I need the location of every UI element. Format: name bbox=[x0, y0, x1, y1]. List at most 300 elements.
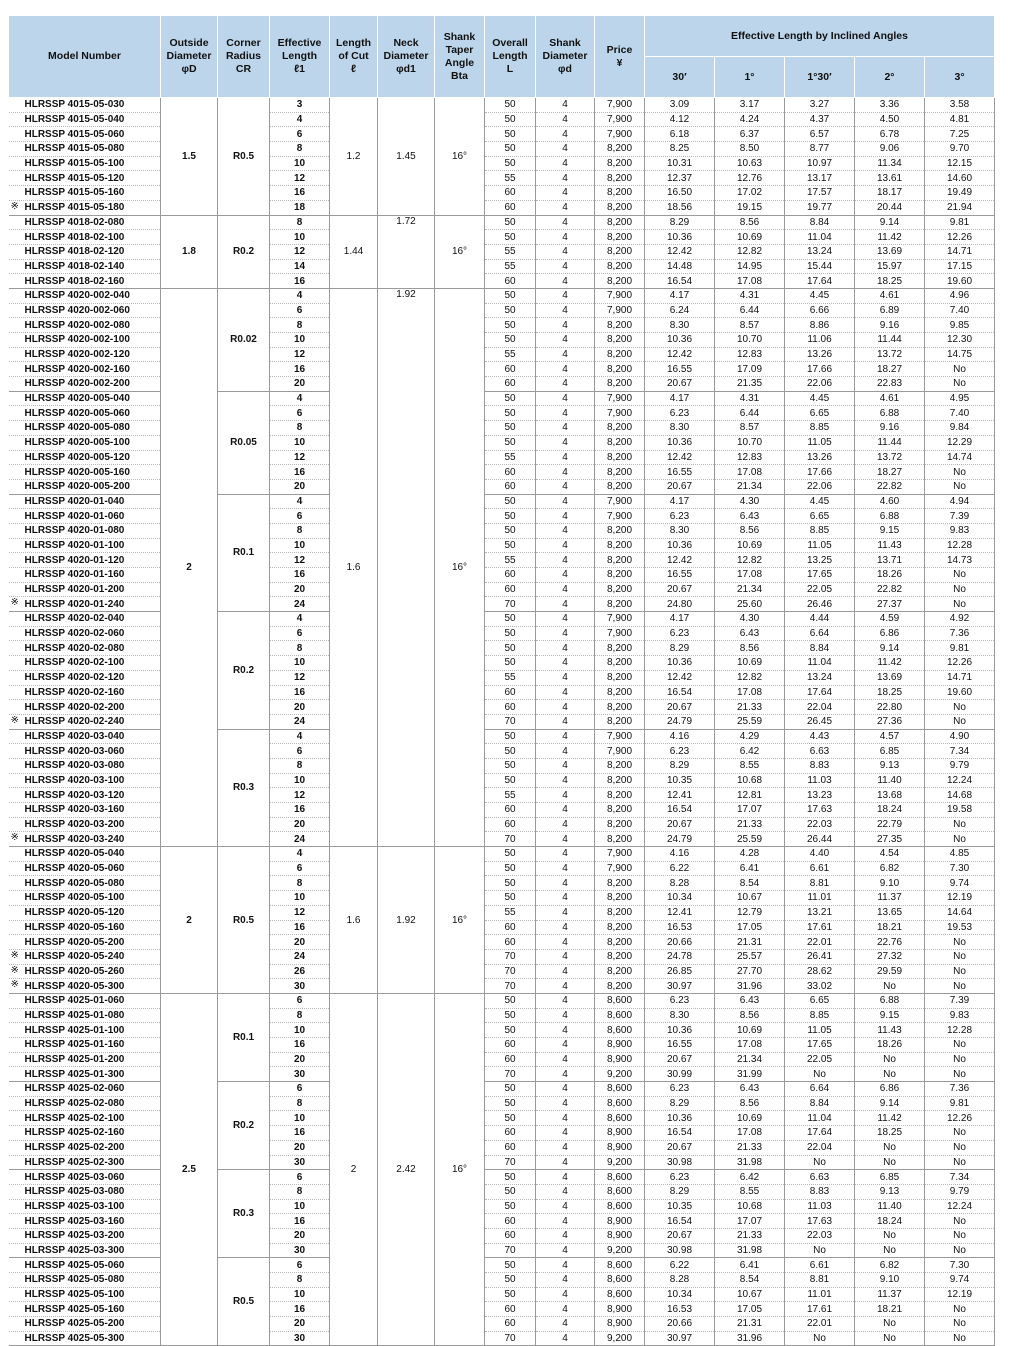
price-cell: 8,200 bbox=[595, 274, 645, 289]
angle-1deg-cell: 27.70 bbox=[715, 964, 785, 979]
angle-3deg-cell: 7.25 bbox=[925, 127, 995, 142]
shank-diameter-cell: 4 bbox=[536, 244, 595, 259]
angle-1deg-cell: 8.56 bbox=[715, 523, 785, 538]
angle-2deg-cell: 4.61 bbox=[855, 288, 925, 303]
overall-length-cell: 60 bbox=[485, 1214, 536, 1229]
model-number-cell bbox=[9, 949, 161, 964]
shank-diameter-cell: 4 bbox=[536, 1023, 595, 1038]
effective-length-cell: 16 bbox=[270, 274, 330, 289]
angle-3deg-cell: 9.81 bbox=[925, 215, 995, 230]
price-cell: 8,600 bbox=[595, 993, 645, 1008]
angle-1deg-cell: 4.29 bbox=[715, 729, 785, 744]
angle-30min-cell: 10.34 bbox=[645, 891, 715, 906]
angle-30min-cell: 6.23 bbox=[645, 1170, 715, 1185]
angle-30min-cell: 20.67 bbox=[645, 377, 715, 392]
angle-3deg-cell: 21.94 bbox=[925, 200, 995, 215]
angle-2deg-cell: 27.35 bbox=[855, 832, 925, 847]
angle-30min-cell: 10.36 bbox=[645, 656, 715, 671]
angle-1deg-cell: 12.83 bbox=[715, 450, 785, 465]
table-row bbox=[9, 1228, 995, 1243]
model-number-cell bbox=[9, 1184, 161, 1199]
angle-1deg-cell: 12.82 bbox=[715, 244, 785, 259]
angle-2deg-cell: No bbox=[855, 1331, 925, 1346]
angle-30min-cell: 10.36 bbox=[645, 435, 715, 450]
angle-1deg-cell: 6.42 bbox=[715, 744, 785, 759]
table-row bbox=[9, 215, 995, 230]
shank-diameter-cell: 4 bbox=[536, 142, 595, 157]
price-cell: 8,200 bbox=[595, 714, 645, 729]
overall-length-cell: 60 bbox=[485, 1228, 536, 1243]
angle-3deg-cell: 14.73 bbox=[925, 553, 995, 568]
angle-2deg-cell: 9.15 bbox=[855, 523, 925, 538]
angle-1deg-cell: 4.30 bbox=[715, 612, 785, 627]
model-number-cell bbox=[9, 1140, 161, 1155]
model-number-cell bbox=[9, 377, 161, 392]
angle-1deg-cell: 10.70 bbox=[715, 333, 785, 348]
shank-diameter-cell: 4 bbox=[536, 523, 595, 538]
shank-diameter-cell: 4 bbox=[536, 494, 595, 509]
angle-30min-cell: 20.67 bbox=[645, 817, 715, 832]
price-cell: 8,900 bbox=[595, 1126, 645, 1141]
model-number-cell bbox=[9, 1199, 161, 1214]
table-row bbox=[9, 935, 995, 950]
angle-30min-cell: 16.54 bbox=[645, 803, 715, 818]
angle-1deg30min-cell: 17.66 bbox=[785, 465, 855, 480]
shank-diameter-cell: 4 bbox=[536, 230, 595, 245]
angle-2deg-cell: 22.82 bbox=[855, 582, 925, 597]
overall-length-cell: 55 bbox=[485, 788, 536, 803]
angle-1deg-cell: 10.67 bbox=[715, 1287, 785, 1302]
angle-30min-cell: 16.54 bbox=[645, 685, 715, 700]
angle-2deg-cell: 13.72 bbox=[855, 347, 925, 362]
angle-2deg-cell: 6.82 bbox=[855, 861, 925, 876]
overall-length-cell: 50 bbox=[485, 1287, 536, 1302]
note-mark: ※ bbox=[10, 597, 19, 609]
overall-length-cell: 50 bbox=[485, 773, 536, 788]
length-of-cut-cell: 2 bbox=[330, 993, 378, 1346]
angle-2deg-cell: 6.85 bbox=[855, 744, 925, 759]
shank-diameter-cell: 4 bbox=[536, 744, 595, 759]
neck-diameter-cell: 1.92 bbox=[378, 288, 435, 846]
table-row bbox=[9, 1317, 995, 1332]
model-number-cell bbox=[9, 773, 161, 788]
effective-length-cell: 16 bbox=[270, 1302, 330, 1317]
table-row bbox=[9, 1111, 995, 1126]
angle-1deg30min-cell: 4.37 bbox=[785, 112, 855, 127]
angle-1deg30min-cell: 17.64 bbox=[785, 685, 855, 700]
model-number-cell bbox=[9, 171, 161, 186]
angle-30min-cell: 6.23 bbox=[645, 626, 715, 641]
model-number-text: HLRSSP 4020-002-060 bbox=[24, 304, 130, 316]
effective-length-cell: 30 bbox=[270, 1155, 330, 1170]
price-cell: 8,200 bbox=[595, 142, 645, 157]
angle-3deg-cell: 14.71 bbox=[925, 244, 995, 259]
price-cell: 8,200 bbox=[595, 362, 645, 377]
angle-3deg-cell: No bbox=[925, 597, 995, 612]
table-row bbox=[9, 656, 995, 671]
shank-diameter-cell: 4 bbox=[536, 803, 595, 818]
angle-3deg-cell: 12.26 bbox=[925, 230, 995, 245]
angle-3deg-cell: 12.24 bbox=[925, 1199, 995, 1214]
table-row bbox=[9, 993, 995, 1008]
table-row bbox=[9, 964, 995, 979]
angle-1deg-cell: 12.79 bbox=[715, 905, 785, 920]
effective-length-cell: 24 bbox=[270, 714, 330, 729]
effective-length-cell: 20 bbox=[270, 479, 330, 494]
angle-1deg30min-cell: 11.04 bbox=[785, 230, 855, 245]
angle-3deg-cell: No bbox=[925, 700, 995, 715]
model-number-text: HLRSSP 4020-03-240 bbox=[24, 833, 125, 845]
angle-1deg-cell: 21.34 bbox=[715, 582, 785, 597]
length-of-cut-cell: 1.2 bbox=[330, 98, 378, 216]
price-cell: 8,600 bbox=[595, 1096, 645, 1111]
angle-1deg-cell: 8.55 bbox=[715, 758, 785, 773]
angle-3deg-cell: 4.85 bbox=[925, 847, 995, 862]
model-number-text: HLRSSP 4020-03-100 bbox=[24, 774, 125, 786]
price-cell: 8,600 bbox=[595, 1111, 645, 1126]
angle-3deg-cell: 12.29 bbox=[925, 435, 995, 450]
overall-length-cell: 50 bbox=[485, 891, 536, 906]
effective-length-cell: 6 bbox=[270, 1258, 330, 1273]
header-outside-diameter: Outside Diameter φD bbox=[161, 16, 218, 98]
table-row bbox=[9, 876, 995, 891]
shank-diameter-cell: 4 bbox=[536, 626, 595, 641]
model-number-text: HLRSSP 4020-05-300 bbox=[24, 980, 125, 992]
angle-1deg-cell: 6.43 bbox=[715, 626, 785, 641]
table-row bbox=[9, 391, 995, 406]
angle-2deg-cell: 9.15 bbox=[855, 1008, 925, 1023]
effective-length-cell: 30 bbox=[270, 979, 330, 994]
angle-3deg-cell: 4.96 bbox=[925, 288, 995, 303]
angle-2deg-cell: 6.88 bbox=[855, 993, 925, 1008]
angle-3deg-cell: 9.83 bbox=[925, 1008, 995, 1023]
angle-1deg30min-cell: 22.03 bbox=[785, 817, 855, 832]
angle-2deg-cell: 22.83 bbox=[855, 377, 925, 392]
model-number-cell bbox=[9, 1273, 161, 1288]
shank-taper-angle-cell: 16° bbox=[435, 288, 485, 846]
shank-diameter-cell: 4 bbox=[536, 993, 595, 1008]
model-number-text: HLRSSP 4025-05-160 bbox=[24, 1303, 125, 1315]
angle-2deg-cell: 6.78 bbox=[855, 127, 925, 142]
angle-1deg-cell: 17.08 bbox=[715, 465, 785, 480]
price-cell: 8,200 bbox=[595, 905, 645, 920]
table-row bbox=[9, 1287, 995, 1302]
shank-diameter-cell: 4 bbox=[536, 714, 595, 729]
price-cell: 8,200 bbox=[595, 700, 645, 715]
angle-2deg-cell: 9.14 bbox=[855, 641, 925, 656]
angle-1deg-cell: 17.05 bbox=[715, 1302, 785, 1317]
angle-2deg-cell: 18.21 bbox=[855, 1302, 925, 1317]
effective-length-cell: 20 bbox=[270, 377, 330, 392]
table-header bbox=[9, 16, 995, 98]
angle-30min-cell: 24.79 bbox=[645, 714, 715, 729]
overall-length-cell: 70 bbox=[485, 1067, 536, 1082]
model-number-cell bbox=[9, 303, 161, 318]
angle-30min-cell: 4.16 bbox=[645, 847, 715, 862]
outside-diameter-cell: 2 bbox=[161, 288, 218, 846]
price-cell: 8,900 bbox=[595, 1214, 645, 1229]
effective-length-cell: 20 bbox=[270, 1317, 330, 1332]
overall-length-cell: 60 bbox=[485, 1317, 536, 1332]
overall-length-cell: 50 bbox=[485, 641, 536, 656]
model-number-text: HLRSSP 4020-01-160 bbox=[24, 569, 125, 581]
price-cell: 8,600 bbox=[595, 1184, 645, 1199]
model-number-text: HLRSSP 4025-05-060 bbox=[24, 1259, 125, 1271]
table-row bbox=[9, 1008, 995, 1023]
price-cell: 8,200 bbox=[595, 538, 645, 553]
angle-2deg-cell: No bbox=[855, 1155, 925, 1170]
shank-diameter-cell: 4 bbox=[536, 1331, 595, 1346]
shank-diameter-cell: 4 bbox=[536, 333, 595, 348]
model-number-text: HLRSSP 4025-05-100 bbox=[24, 1289, 125, 1301]
angle-2deg-cell: 4.57 bbox=[855, 729, 925, 744]
angle-3deg-cell: No bbox=[925, 1214, 995, 1229]
effective-length-cell: 4 bbox=[270, 112, 330, 127]
note-mark: ※ bbox=[10, 832, 19, 844]
shank-diameter-cell: 4 bbox=[536, 200, 595, 215]
angle-1deg-cell: 31.98 bbox=[715, 1243, 785, 1258]
angle-3deg-cell: 7.40 bbox=[925, 303, 995, 318]
corner-radius-cell: R0.5 bbox=[218, 98, 270, 216]
angle-1deg-cell: 17.08 bbox=[715, 274, 785, 289]
angle-30min-cell: 20.67 bbox=[645, 700, 715, 715]
model-number-cell bbox=[9, 582, 161, 597]
angle-1deg30min-cell: 13.17 bbox=[785, 171, 855, 186]
shank-diameter-cell: 4 bbox=[536, 905, 595, 920]
overall-length-cell: 70 bbox=[485, 1155, 536, 1170]
table-row bbox=[9, 200, 995, 215]
model-number-text: HLRSSP 4015-05-060 bbox=[24, 128, 125, 140]
table-row bbox=[9, 788, 995, 803]
angle-1deg30min-cell: 26.41 bbox=[785, 949, 855, 964]
model-number-cell bbox=[9, 98, 161, 113]
model-number-text: HLRSSP 4025-02-080 bbox=[24, 1098, 125, 1110]
effective-length-cell: 8 bbox=[270, 758, 330, 773]
shank-diameter-cell: 4 bbox=[536, 582, 595, 597]
angle-1deg30min-cell: 6.66 bbox=[785, 303, 855, 318]
angle-3deg-cell: No bbox=[925, 479, 995, 494]
table-row bbox=[9, 949, 995, 964]
effective-length-cell: 20 bbox=[270, 935, 330, 950]
model-number-text: HLRSSP 4025-05-300 bbox=[24, 1333, 125, 1345]
angle-30min-cell: 18.56 bbox=[645, 200, 715, 215]
overall-length-cell: 55 bbox=[485, 171, 536, 186]
angle-1deg30min-cell: 17.57 bbox=[785, 186, 855, 201]
angle-3deg-cell: 12.26 bbox=[925, 656, 995, 671]
overall-length-cell: 50 bbox=[485, 538, 536, 553]
angle-3deg-cell: 14.60 bbox=[925, 171, 995, 186]
table-row bbox=[9, 450, 995, 465]
outside-diameter-cell: 1.5 bbox=[161, 98, 218, 216]
angle-30min-cell: 26.85 bbox=[645, 964, 715, 979]
effective-length-cell: 20 bbox=[270, 1052, 330, 1067]
shank-diameter-cell: 4 bbox=[536, 274, 595, 289]
angle-30min-cell: 8.30 bbox=[645, 318, 715, 333]
table-row bbox=[9, 729, 995, 744]
effective-length-cell: 6 bbox=[270, 406, 330, 421]
model-number-cell bbox=[9, 876, 161, 891]
table-row bbox=[9, 758, 995, 773]
price-cell: 7,900 bbox=[595, 303, 645, 318]
model-number-text: HLRSSP 4020-005-080 bbox=[24, 422, 130, 434]
model-number-text: HLRSSP 4020-02-240 bbox=[24, 716, 125, 728]
model-number-cell bbox=[9, 1008, 161, 1023]
table-row bbox=[9, 347, 995, 362]
table-row bbox=[9, 1126, 995, 1141]
model-number-cell bbox=[9, 1228, 161, 1243]
price-cell: 8,200 bbox=[595, 597, 645, 612]
table-row bbox=[9, 1170, 995, 1185]
header-effective-length: Effective Length ℓ1 bbox=[270, 16, 330, 98]
price-cell: 8,200 bbox=[595, 479, 645, 494]
angle-2deg-cell: 9.14 bbox=[855, 215, 925, 230]
shank-diameter-cell: 4 bbox=[536, 670, 595, 685]
outside-diameter-cell: 2.5 bbox=[161, 993, 218, 1346]
overall-length-cell: 60 bbox=[485, 1126, 536, 1141]
angle-1deg-cell: 6.42 bbox=[715, 1170, 785, 1185]
shank-diameter-cell: 4 bbox=[536, 1126, 595, 1141]
angle-30min-cell: 12.42 bbox=[645, 670, 715, 685]
angle-2deg-cell: 6.85 bbox=[855, 1170, 925, 1185]
angle-1deg-cell: 25.57 bbox=[715, 949, 785, 964]
overall-length-cell: 50 bbox=[485, 303, 536, 318]
overall-length-cell: 60 bbox=[485, 1038, 536, 1053]
angle-1deg30min-cell: 13.26 bbox=[785, 450, 855, 465]
angle-2deg-cell: 11.42 bbox=[855, 656, 925, 671]
model-number-cell bbox=[9, 700, 161, 715]
effective-length-cell: 6 bbox=[270, 993, 330, 1008]
angle-1deg-cell: 10.67 bbox=[715, 891, 785, 906]
overall-length-cell: 50 bbox=[485, 1082, 536, 1097]
table-row bbox=[9, 1214, 995, 1229]
overall-length-cell: 50 bbox=[485, 215, 536, 230]
shank-diameter-cell: 4 bbox=[536, 1273, 595, 1288]
overall-length-cell: 50 bbox=[485, 993, 536, 1008]
angle-2deg-cell: 9.14 bbox=[855, 1096, 925, 1111]
table-row bbox=[9, 1331, 995, 1346]
model-number-cell bbox=[9, 274, 161, 289]
corner-radius-cell: R0.3 bbox=[218, 729, 270, 847]
spec-table-container bbox=[8, 15, 994, 1346]
effective-length-cell: 18 bbox=[270, 200, 330, 215]
model-number-text: HLRSSP 4020-03-120 bbox=[24, 789, 125, 801]
effective-length-cell: 30 bbox=[270, 1067, 330, 1082]
overall-length-cell: 55 bbox=[485, 244, 536, 259]
angle-1deg-cell: 8.50 bbox=[715, 142, 785, 157]
model-number-text: HLRSSP 4025-03-100 bbox=[24, 1200, 125, 1212]
model-number-cell bbox=[9, 1082, 161, 1097]
angle-1deg-cell: 25.60 bbox=[715, 597, 785, 612]
shank-diameter-cell: 4 bbox=[536, 876, 595, 891]
header-corner-radius: Corner Radius CR bbox=[218, 16, 270, 98]
effective-length-cell: 10 bbox=[270, 435, 330, 450]
angle-2deg-cell: 22.79 bbox=[855, 817, 925, 832]
model-number-cell bbox=[9, 891, 161, 906]
overall-length-cell: 50 bbox=[485, 626, 536, 641]
angle-1deg-cell: 17.05 bbox=[715, 920, 785, 935]
angle-3deg-cell: 4.92 bbox=[925, 612, 995, 627]
shank-diameter-cell: 4 bbox=[536, 435, 595, 450]
overall-length-cell: 60 bbox=[485, 186, 536, 201]
effective-length-cell: 20 bbox=[270, 700, 330, 715]
angle-1deg30min-cell: 22.04 bbox=[785, 700, 855, 715]
model-number-cell bbox=[9, 1214, 161, 1229]
model-number-cell bbox=[9, 861, 161, 876]
model-number-cell bbox=[9, 523, 161, 538]
angle-30min-cell: 8.30 bbox=[645, 1008, 715, 1023]
angle-1deg-cell: 21.34 bbox=[715, 1052, 785, 1067]
effective-length-cell: 12 bbox=[270, 244, 330, 259]
angle-1deg30min-cell: 3.27 bbox=[785, 98, 855, 113]
angle-30min-cell: 8.30 bbox=[645, 421, 715, 436]
price-cell: 8,200 bbox=[595, 670, 645, 685]
table-row bbox=[9, 244, 995, 259]
model-number-cell bbox=[9, 1243, 161, 1258]
corner-radius-cell: R0.3 bbox=[218, 1170, 270, 1258]
angle-3deg-cell: No bbox=[925, 1317, 995, 1332]
angle-3deg-cell: 14.64 bbox=[925, 905, 995, 920]
price-cell: 8,600 bbox=[595, 1008, 645, 1023]
angle-2deg-cell: 4.61 bbox=[855, 391, 925, 406]
shank-diameter-cell: 4 bbox=[536, 112, 595, 127]
shank-diameter-cell: 4 bbox=[536, 318, 595, 333]
shank-diameter-cell: 4 bbox=[536, 215, 595, 230]
corner-radius-cell: R0.05 bbox=[218, 391, 270, 494]
effective-length-cell: 4 bbox=[270, 729, 330, 744]
angle-1deg30min-cell: 8.81 bbox=[785, 876, 855, 891]
angle-30min-cell: 6.23 bbox=[645, 509, 715, 524]
angle-1deg30min-cell: 11.05 bbox=[785, 435, 855, 450]
angle-1deg-cell: 4.31 bbox=[715, 391, 785, 406]
angle-3deg-cell: 12.30 bbox=[925, 333, 995, 348]
price-cell: 8,200 bbox=[595, 949, 645, 964]
angle-3deg-cell: 14.74 bbox=[925, 450, 995, 465]
angle-1deg-cell: 6.44 bbox=[715, 406, 785, 421]
price-cell: 8,200 bbox=[595, 465, 645, 480]
angle-2deg-cell: 29.59 bbox=[855, 964, 925, 979]
angle-30min-cell: 8.28 bbox=[645, 1273, 715, 1288]
angle-1deg30min-cell: 13.26 bbox=[785, 347, 855, 362]
angle-3deg-cell: 12.24 bbox=[925, 773, 995, 788]
angle-30min-cell: 30.98 bbox=[645, 1243, 715, 1258]
angle-1deg30min-cell: 22.06 bbox=[785, 377, 855, 392]
price-cell: 8,200 bbox=[595, 817, 645, 832]
table-row bbox=[9, 230, 995, 245]
angle-1deg30min-cell: 28.62 bbox=[785, 964, 855, 979]
angle-1deg-cell: 10.69 bbox=[715, 538, 785, 553]
shank-diameter-cell: 4 bbox=[536, 127, 595, 142]
angle-3deg-cell: 7.30 bbox=[925, 1258, 995, 1273]
price-cell: 9,200 bbox=[595, 1155, 645, 1170]
shank-diameter-cell: 4 bbox=[536, 156, 595, 171]
angle-3deg-cell: 19.53 bbox=[925, 920, 995, 935]
angle-2deg-cell: 11.40 bbox=[855, 1199, 925, 1214]
angle-1deg30min-cell: 22.01 bbox=[785, 1317, 855, 1332]
model-number-cell bbox=[9, 347, 161, 362]
table-row bbox=[9, 1243, 995, 1258]
angle-3deg-cell: 9.79 bbox=[925, 758, 995, 773]
table-row bbox=[9, 641, 995, 656]
angle-1deg30min-cell: 11.05 bbox=[785, 1023, 855, 1038]
angle-30min-cell: 4.12 bbox=[645, 112, 715, 127]
angle-30min-cell: 16.54 bbox=[645, 274, 715, 289]
overall-length-cell: 50 bbox=[485, 1096, 536, 1111]
model-number-cell bbox=[9, 1038, 161, 1053]
effective-length-cell: 6 bbox=[270, 861, 330, 876]
model-number-text: HLRSSP 4025-05-080 bbox=[24, 1274, 125, 1286]
shank-diameter-cell: 4 bbox=[536, 347, 595, 362]
model-number-cell bbox=[9, 1317, 161, 1332]
